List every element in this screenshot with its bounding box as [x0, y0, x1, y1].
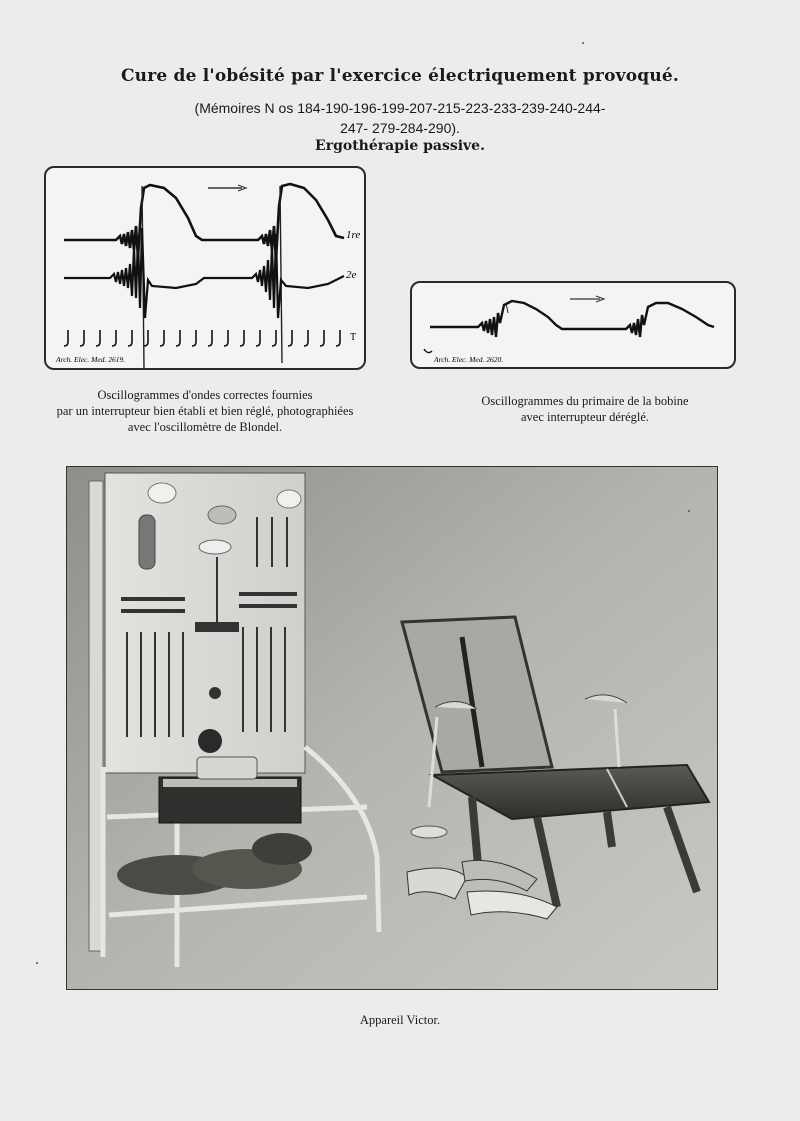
archive-ref-left: Arch. Elec. Med. 2619. [56, 355, 126, 364]
page-title: Cure de l'obésité par l'exercice électriquement provoqué. [120, 66, 680, 86]
time-label: T [350, 332, 357, 343]
archive-ref-right: Arch. Elec. Med. 2620. [434, 355, 504, 364]
trace-2-label: 2e [346, 269, 357, 281]
oscillogram-left-traces [46, 168, 364, 368]
caption-left [30, 387, 380, 435]
page-speck [36, 962, 38, 964]
page-subtitle: Ergothérapie passive. [315, 138, 485, 154]
memoires-line-2: 247- 279-284-290). [340, 120, 460, 136]
caption-left-line-3: avec l'oscillomètre de Blondel. [127, 420, 283, 434]
oscillogram-left [44, 166, 366, 370]
caption-left-line-1: Oscillogrammes d'ondes correctes fournies [97, 388, 313, 402]
photo-caption: Appareil Victor. [359, 1013, 441, 1027]
page-speck [582, 42, 584, 44]
trace-1-label: 1re [346, 229, 361, 241]
page-speck [688, 510, 690, 512]
caption-right-line-1: Oscillogrammes du primaire de la bobine [481, 394, 689, 408]
memoires-reference [160, 98, 640, 138]
caption-left-line-2: par un interrupteur bien établi et bien réglé, photographiées [56, 404, 354, 418]
caption-right [420, 393, 750, 425]
photo-illustration [67, 467, 717, 989]
oscillogram-right-traces [412, 283, 734, 367]
caption-right-line-2: avec interrupteur déréglé. [520, 410, 650, 424]
photo-appareil-victor [66, 466, 718, 990]
oscillogram-right [410, 281, 736, 369]
memoires-line-1: (Mémoires N os 184-190-196-199-207-215-223-233-239-240-244- [194, 100, 606, 116]
